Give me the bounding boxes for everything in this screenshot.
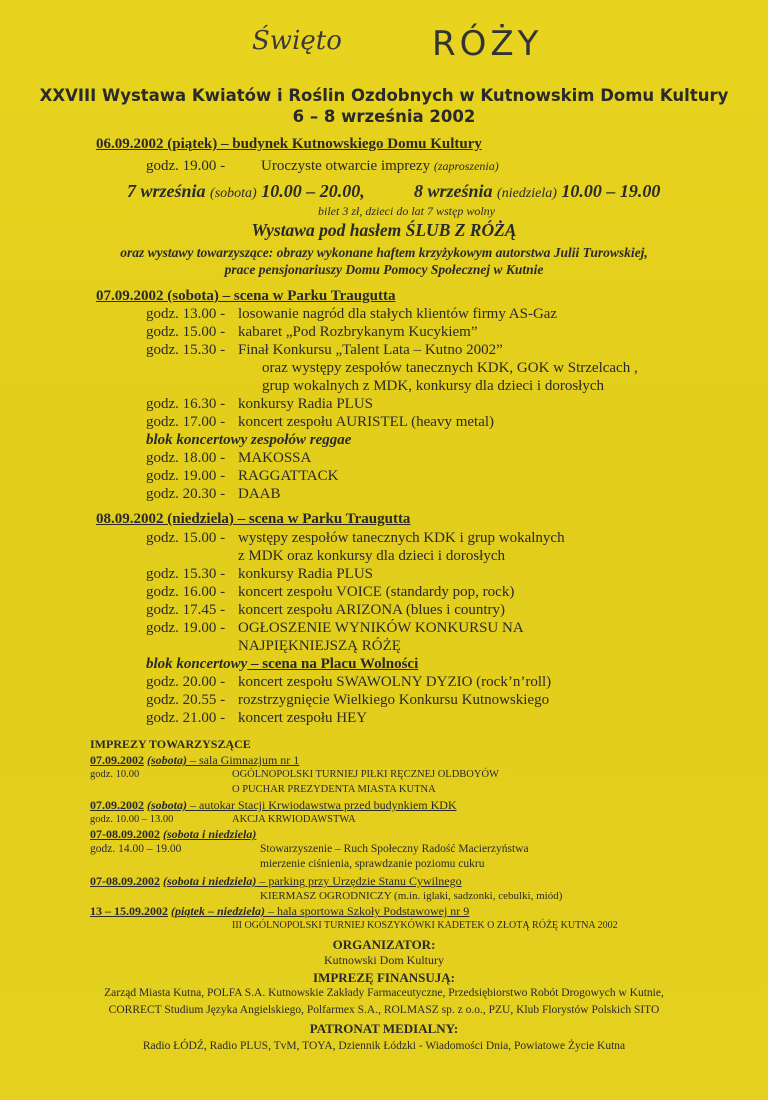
day2-heading: 07.09.2002 (sobota) – scena w Parku Traugutta (96, 288, 396, 304)
day2-schedule (146, 305, 638, 503)
day1-row (146, 158, 499, 175)
sponsors-line2: CORRECT Studium Języka Angielskiego, Polfarmex S.A., ROLMASZ sp. z o.o., PZU, Klub Florystów Polskich SITO (108, 1004, 660, 1016)
side-event-3-text1: Stowarzyszenie – Ruch Społeczny Radość Macierzyństwa (260, 843, 529, 855)
schedule-row: godz. 19.00 - OGŁOSZENIE WYNIKÓW KONKURSU NA (146, 620, 524, 636)
side-exhibitions-line2: prace pensjonariuszy Domu Pomocy Społecznej w Kutnie (224, 262, 544, 277)
schedule-row: godz. 15.00 - kabaret „Pod Rozbrykanym Kucykiem” (146, 324, 478, 340)
schedule-row: NAJPIĘKNIEJSZĄ RÓŻĘ (238, 638, 401, 654)
festival-dates: 6 – 8 września 2002 (292, 107, 476, 126)
title-script: Święto (252, 26, 342, 56)
schedule-row: godz. 15.30 - konkursy Radia PLUS (146, 566, 373, 582)
side-event-2-heading: 07.09.2002 (sobota) – autokar Stacji Krwiodawstwa przed budynkiem KDK (90, 798, 457, 812)
media-patrons: Radio ŁÓDŹ, Radio PLUS, TvM, TOYA, Dziennik Łódzki - Wiadomości Dnia, Powiatowe Życie Kutna (142, 1040, 626, 1052)
schedule-row: godz. 19.00 - RAGGATTACK (146, 468, 339, 484)
square-block-title: blok koncertowy – scena na Placu Wolności (146, 656, 419, 672)
title-caps: RÓŻY (432, 24, 543, 64)
day1-time: godz. 19.00 - (146, 158, 226, 174)
schedule-row: godz. 17.00 - koncert zespołu AURISTEL (heavy metal) (146, 414, 495, 430)
sat-paren: (sobota) (210, 186, 257, 201)
sponsors-line1: Zarząd Miasta Kutna, POLFA S.A. Kutnowskie Zakłady Farmaceutyczne, Przedsiębiorstwo Robót Drogowych w Kutnie, (104, 987, 664, 999)
schedule-row: godz. 20.55 - rozstrzygnięcie Wielkiego Konkursu Kutnowskiego (146, 692, 550, 708)
schedule-row: godz. 15.00 - występy zespołów tanecznych KDK i grup wokalnych (146, 530, 565, 546)
side-event-3-text2: mierzenie ciśnienia, sprawdzanie poziomu cukru (260, 858, 485, 870)
sun-hours: 10.00 – 19.00 (561, 181, 661, 201)
day3-heading: 08.09.2002 (niedziela) – scena w Parku Traugutta (96, 511, 411, 527)
side-event-4-heading: 07-08.09.2002 (sobota i niedziela) – parking przy Urzędzie Stanu Cywilnego (90, 874, 462, 888)
side-event-5-text: III OGÓLNOPOLSKI TURNIEJ KOSZYKÓWKI KADETEK O ZŁOTĄ RÓŻĘ KUTNA 2002 (232, 920, 618, 931)
side-event-1-text2: O PUCHAR PREZYDENTA MIASTA KUTNA (232, 784, 436, 795)
sat-day: 7 września (127, 181, 206, 201)
schedule-row: grup wokalnych z MDK, konkursy dla dzieci i dorosłych (262, 378, 605, 394)
side-event-1-text1: OGÓLNOPOLSKI TURNIEJ PIŁKI RĘCZNEJ OLDBOYÓW (232, 769, 499, 780)
side-exhibitions-line1: oraz wystawy towarzyszące: obrazy wykonane haftem krzyżykowym autorstwa Julii Turowskiej, (120, 245, 648, 260)
schedule-row: godz. 21.00 - koncert zespołu HEY (146, 710, 368, 726)
sponsors-title: IMPREZĘ FINANSUJĄ: (313, 970, 455, 985)
media-patron-title: PATRONAT MEDIALNY: (309, 1021, 459, 1036)
side-event-4-text: KIERMASZ OGRODNICZY (m.in. iglaki, sadzonki, cebulki, miód) (260, 890, 563, 902)
day3-schedule (146, 529, 565, 727)
side-event-1-heading: 07.09.2002 (sobota) – sala Gimnazjum nr 1 (90, 753, 300, 767)
organizer-title: ORGANIZATOR: (332, 937, 436, 952)
schedule-row: godz. 20.00 - koncert zespołu SWAWOLNY DYZIO (rock’n’roll) (146, 674, 552, 690)
side-events-title: IMPREZY TOWARZYSZĄCE (90, 737, 251, 751)
schedule-row: z MDK oraz konkursy dla dzieci i dorosłych (238, 548, 506, 564)
exhibition-saturday (127, 181, 365, 202)
reggae-block-title: blok koncertowy zespołów reggae (146, 432, 352, 448)
side-event-2-text: AKCJA KRWIODAWSTWA (232, 814, 356, 825)
schedule-row: godz. 15.30 - Finał Konkursu „Talent Lata – Kutno 2002” (146, 342, 503, 358)
side-event-2-time: godz. 10.00 – 13.00 (90, 814, 174, 825)
day1-heading: 06.09.2002 (piątek) – budynek Kutnowskiego Domu Kultury (96, 136, 482, 152)
day1-event: Uroczyste otwarcie imprezy (261, 158, 431, 174)
sun-paren: (niedziela) (497, 186, 557, 201)
schedule-row: godz. 18.00 - MAKOSSA (146, 450, 312, 466)
side-event-5-heading: 13 – 15.09.2002 (piątek – niedziela) – hala sportowa Szkoły Podstawowej nr 9 (90, 904, 470, 918)
organizer-name: Kutnowski Dom Kultury (324, 953, 444, 967)
schedule-row: oraz występy zespołów tanecznych KDK, GOK w Strzelcach , (262, 360, 638, 376)
exhibition-sunday (414, 181, 660, 202)
schedule-row: godz. 17.45 - koncert zespołu ARIZONA (blues i country) (146, 602, 506, 618)
side-event-1-time: godz. 10.00 (90, 769, 140, 780)
schedule-row: godz. 13.00 - losowanie nagród dla stałych klientów firmy AS-Gaz (146, 306, 558, 322)
side-event-3-heading: 07-08.09.2002 (sobota i niedziela) (90, 827, 257, 841)
schedule-row: godz. 16.00 - koncert zespołu VOICE (standardy pop, rock) (146, 584, 515, 600)
schedule-row: godz. 20.30 - DAAB (146, 486, 281, 502)
side-event-3-time: godz. 14.00 – 19.00 (90, 843, 182, 855)
ticket-info: bilet 3 zł, dzieci do lat 7 wstęp wolny (318, 204, 495, 218)
sat-hours: 10.00 – 20.00, (261, 181, 365, 201)
exhibition-motto: Wystawa pod hasłem ŚLUB Z RÓŻĄ (251, 220, 517, 240)
day1-event-note: (zaproszenia) (433, 159, 499, 173)
subtitle: XXVIII Wystawa Kwiatów i Roślin Ozdobnych w Kutnowskim Domu Kultury (39, 86, 729, 105)
schedule-row: godz. 16.30 - konkursy Radia PLUS (146, 396, 373, 412)
sun-day: 8 września (414, 181, 493, 201)
